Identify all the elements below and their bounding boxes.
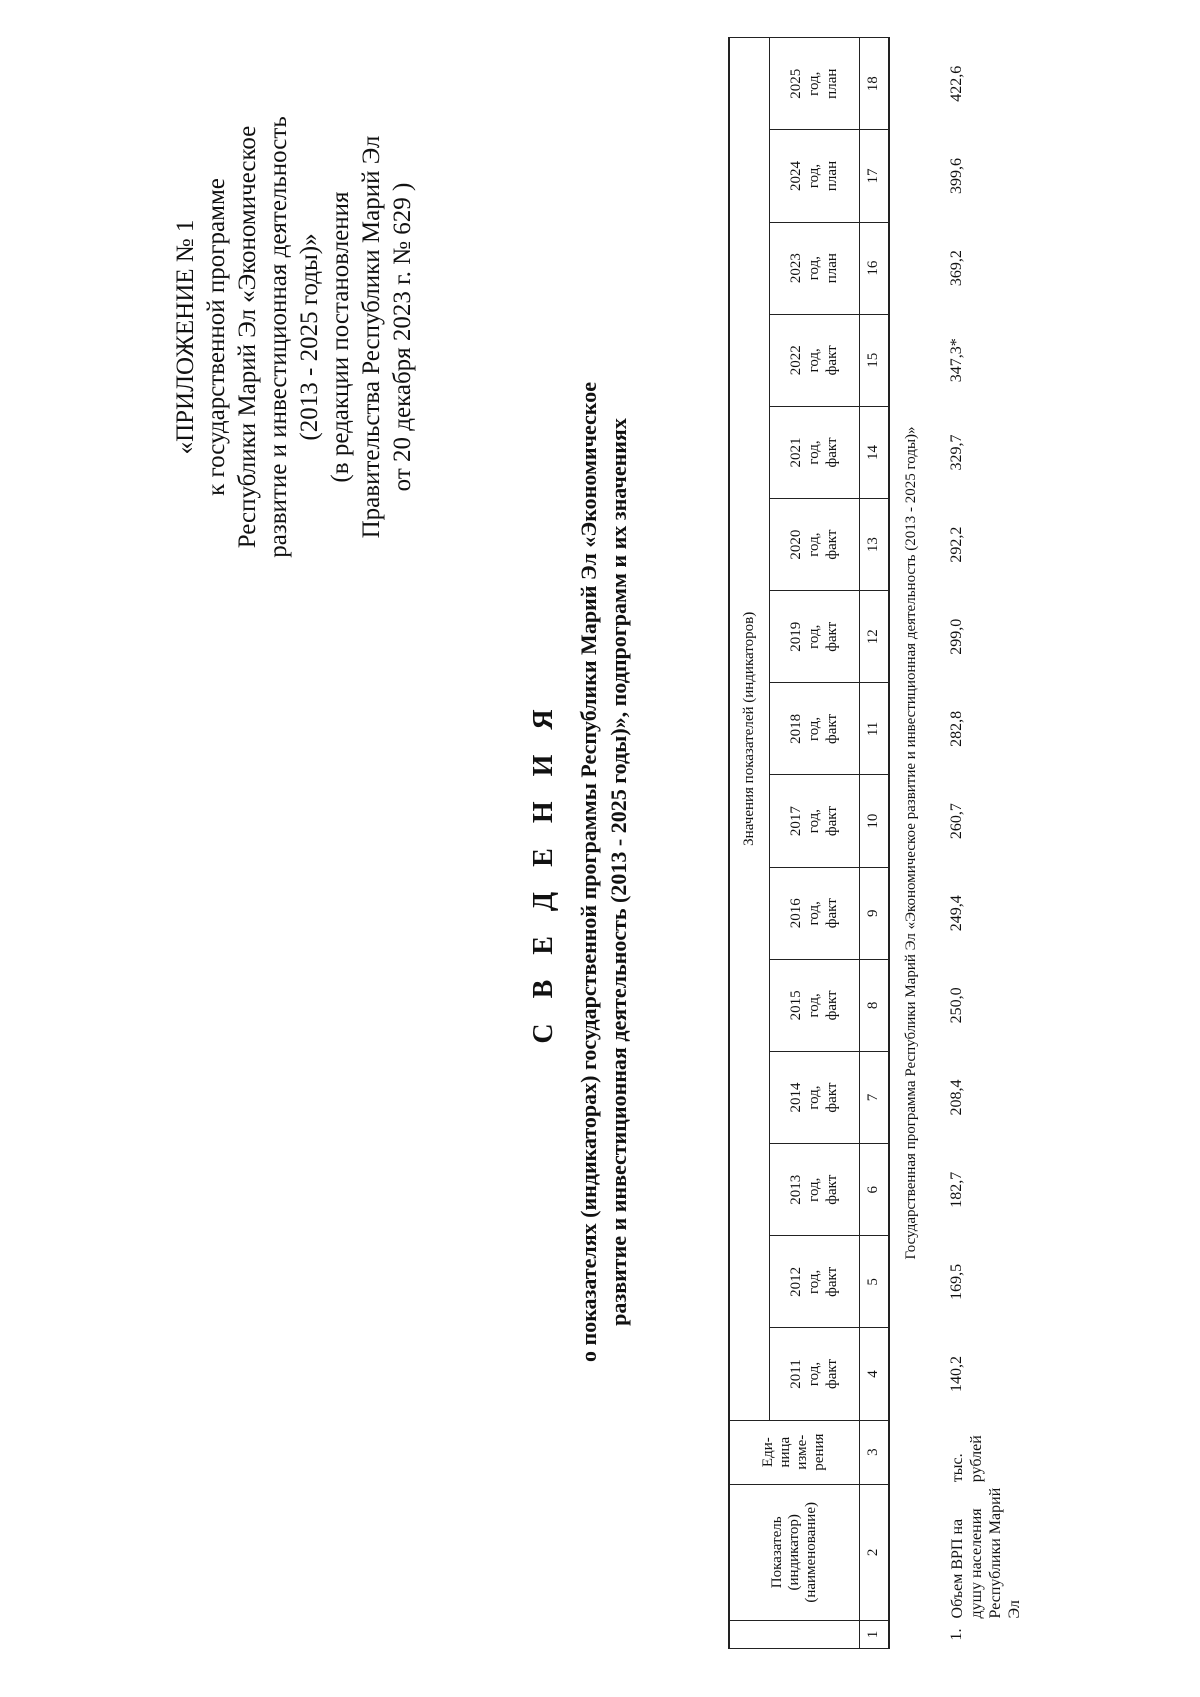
header-year-year: 2025 xyxy=(788,68,804,99)
column-number: 14 xyxy=(859,406,889,498)
row-value-2012: 169,5 xyxy=(947,1263,965,1300)
header-year-year: 2020 xyxy=(788,529,804,560)
row-value-2017: 260,7 xyxy=(947,803,965,840)
row-value-2021: 329,7 xyxy=(947,434,965,471)
header-year-year: 2022 xyxy=(788,345,804,376)
column-number: 13 xyxy=(859,499,889,591)
header-year-type: факт xyxy=(824,990,840,1021)
appendix-line: (2013 - 2025 годы)» xyxy=(296,233,323,441)
header-year-2014 xyxy=(769,1051,859,1143)
header-year-2024 xyxy=(769,130,859,222)
header-year-type: факт xyxy=(824,1082,840,1113)
header-year-2022 xyxy=(769,314,859,406)
header-year-type: факт xyxy=(824,1174,840,1205)
document-subtitle xyxy=(574,197,634,1547)
header-year-type: факт xyxy=(824,1359,840,1390)
header-year-suffix: год, xyxy=(806,624,822,649)
header-year-2021 xyxy=(769,406,859,498)
header-year-suffix: год, xyxy=(806,716,822,742)
column-number: 12 xyxy=(859,591,889,683)
table-row xyxy=(934,38,1026,1649)
column-number: 7 xyxy=(859,1051,889,1143)
header-year-type: факт xyxy=(824,898,840,929)
header-year-type: факт xyxy=(824,806,840,837)
appendix-line: к государственной программе xyxy=(203,178,230,496)
header-year-type: факт xyxy=(824,713,840,744)
column-number: 4 xyxy=(859,1328,889,1420)
header-year-year: 2018 xyxy=(788,713,804,744)
row-value-2014: 208,4 xyxy=(947,1079,965,1116)
header-year-suffix: год, xyxy=(806,1085,822,1110)
header-year-year: 2014 xyxy=(788,1082,804,1113)
header-year-2018 xyxy=(769,683,859,775)
header-year-year: 2017 xyxy=(788,806,804,837)
header-year-year: 2019 xyxy=(788,621,804,652)
header-year-2025 xyxy=(769,38,859,130)
column-number: 8 xyxy=(859,959,889,1051)
header-year-year: 2015 xyxy=(788,990,804,1021)
header-year-2011 xyxy=(769,1328,859,1420)
column-numbers-row xyxy=(859,38,889,1649)
header-year-suffix: год, xyxy=(806,348,822,373)
row-indicator-name: Объем ВРП на душу населения Республики Марий Эл xyxy=(948,1487,1023,1619)
subtitle-line-2: развитие и инвестиционная деятельность (2013 - 2025 годы)», подпрограмм и их значениях xyxy=(606,418,631,1326)
header-year-year: 2024 xyxy=(788,160,804,191)
document-heading xyxy=(528,197,634,1547)
header-year-year: 2016 xyxy=(788,898,804,929)
header-year-suffix: год, xyxy=(806,532,822,557)
header-year-year: 2013 xyxy=(788,1174,804,1205)
column-number: 5 xyxy=(859,1236,889,1328)
header-year-type: факт xyxy=(824,529,840,560)
row-number: 1. xyxy=(947,1628,965,1641)
header-year-2023 xyxy=(769,222,859,314)
row-value-2011: 140,2 xyxy=(947,1356,965,1393)
header-year-suffix: год, xyxy=(806,256,822,281)
column-number: 2 xyxy=(859,1484,889,1620)
header-indicator-name: Показатель (индикатор) (наименование) xyxy=(729,1484,859,1620)
header-years-row xyxy=(769,38,859,1649)
header-year-suffix: год, xyxy=(806,71,822,96)
header-year-type: план xyxy=(824,253,840,284)
header-year-2019 xyxy=(769,591,859,683)
appendix-line: Правительства Республики Марий Эл xyxy=(358,135,385,539)
header-year-2017 xyxy=(769,775,859,867)
header-year-2020 xyxy=(769,499,859,591)
row-unit: тыс. рублей xyxy=(948,1435,985,1483)
header-year-suffix: год, xyxy=(806,1177,822,1202)
header-year-suffix: год, xyxy=(806,993,822,1018)
appendix-line: Республики Марий Эл «Экономическое xyxy=(234,125,261,549)
subtitle-line-1: о показателях (индикаторах) государственной программы Республики Марий Эл «Экономическое xyxy=(576,382,601,1362)
header-year-suffix: год, xyxy=(806,808,822,834)
row-value-2013: 182,7 xyxy=(947,1171,965,1208)
row-value-2024: 399,6 xyxy=(947,157,965,194)
appendix-line: «ПРИЛОЖЕНИЕ № 1 xyxy=(172,219,199,455)
row-value-2025: 422,6 xyxy=(947,65,965,102)
indicators-table xyxy=(728,37,1026,1649)
section-title: Государственная программа Республики Марий Эл «Экономическое развитие и инвестиционная деятельность (2013 - 2025 годы)» xyxy=(903,426,919,1260)
column-number: 15 xyxy=(859,314,889,406)
appendix-header xyxy=(170,57,418,617)
column-number: 10 xyxy=(859,775,889,867)
header-year-type: план xyxy=(824,68,840,99)
header-year-type: факт xyxy=(824,345,840,376)
column-number: 9 xyxy=(859,867,889,959)
appendix-line: от 20 декабря 2023 г. № 629 ) xyxy=(389,182,416,492)
row-value-2016: 249,4 xyxy=(947,895,965,932)
header-year-type: факт xyxy=(824,621,840,652)
header-year-year: 2023 xyxy=(788,253,804,284)
header-year-year: 2011 xyxy=(788,1359,804,1389)
header-year-suffix: год, xyxy=(806,901,822,926)
header-year-2013 xyxy=(769,1144,859,1236)
column-number: 18 xyxy=(859,38,889,130)
row-value-2015: 250,0 xyxy=(947,987,965,1024)
header-year-year: 2012 xyxy=(788,1266,804,1297)
header-year-2015 xyxy=(769,959,859,1051)
row-value-2020: 292,2 xyxy=(947,526,965,563)
column-number: 1 xyxy=(859,1620,889,1648)
column-number: 16 xyxy=(859,222,889,314)
column-number: 17 xyxy=(859,130,889,222)
header-empty-cell xyxy=(729,1620,859,1648)
column-number: 11 xyxy=(859,683,889,775)
header-year-suffix: год, xyxy=(806,163,822,189)
row-value-2019: 299,0 xyxy=(947,618,965,655)
header-year-suffix: год, xyxy=(806,440,822,465)
column-number: 6 xyxy=(859,1144,889,1236)
header-values-group: Значения показателей (индикаторов) xyxy=(729,38,769,1421)
header-year-year: 2021 xyxy=(788,437,804,468)
header-year-type: факт xyxy=(824,437,840,468)
header-year-2016 xyxy=(769,867,859,959)
header-year-2012 xyxy=(769,1236,859,1328)
appendix-line: развитие и инвестиционная деятельность xyxy=(265,116,292,558)
appendix-line: (в редакции постановления xyxy=(327,191,354,483)
row-value-2018: 282,8 xyxy=(947,710,965,747)
header-year-suffix: год, xyxy=(806,1361,822,1387)
row-value-2022: 347,3* xyxy=(947,338,965,383)
column-number: 3 xyxy=(859,1420,889,1484)
row-value-2023: 369,2 xyxy=(947,250,965,287)
document-title: С В Е Д Е Н И Я xyxy=(528,700,559,1044)
header-unit: Еди-ница изме-рения xyxy=(729,1420,859,1484)
header-year-type: план xyxy=(824,160,840,192)
header-year-suffix: год, xyxy=(806,1269,822,1294)
header-year-type: факт xyxy=(824,1266,840,1297)
